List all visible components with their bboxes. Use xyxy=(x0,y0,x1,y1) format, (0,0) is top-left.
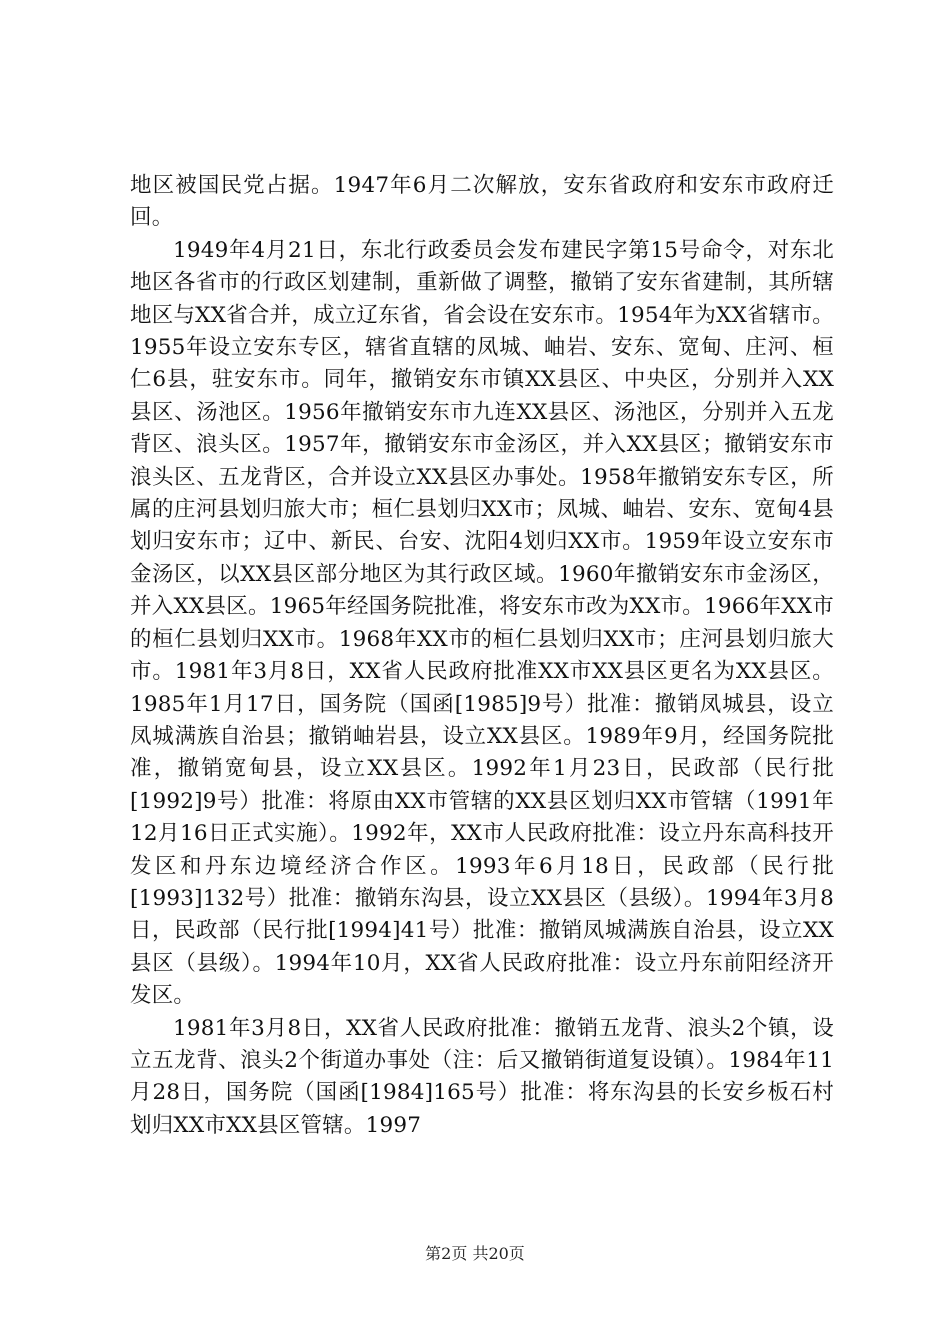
page-footer xyxy=(0,1244,950,1264)
paragraph-continuation: 地区被国民党占据。1947年6月二次解放，安东省政府和安东市政府迁回。 xyxy=(130,173,834,231)
page-number: 第2页 共20页 xyxy=(425,1244,525,1263)
paragraph-history-1949: 1949年4月21日，东北行政委员会发布建民字第15号命令，对东北地区各省市的行政区划建制，重新做了调整，撤销了安东省建制，其所辖地区与XX省合并，成立辽东省，省会设在安东市。1954年为XX省辖市。1955年设立安东专区，辖省直辖的凤城、岫岩、安东、宽甸、庄河、桓仁6县，驻安东市。同年，撤销安东市镇XX县区、中央区，分别并入XX县区、汤池区。1956年撤销安东市九连XX县区、汤池区，分别并入五龙背区、浪头区。1957年，撤销安东市金汤区，并入XX县区；撤销安东市浪头区、五龙背区，合并设立XX县区办事处。1958年撤销安东专区，所属的庄河县划归旅大市；桓仁县划归XX市；凤城、岫岩、安东、宽甸4县划归安东市；辽中、新民、台安、沈阳4划归XX市。1959年设立安东市金汤区，以XX县区部分地区为其行政区域。1960年撤销安东市金汤区，并入XX县区。1965年经国务院批准，将安东市改为XX市。1966年XX市的桓仁县划归XX市。1968年XX市的桓仁县划归XX市；庄河县划归旅大市。1981年3月8日，XX省人民政府批准XX市XX县区更名为XX县区。1985年1月17日，国务院（国函[1985]9号）批准：撤销凤城县，设立凤城满族自治县；撤销岫岩县，设立XX县区。1989年9月，经国务院批准，撤销宽甸县，设立XX县区。1992年1月23日，民政部（民行批[1992]9号）批准：将原由XX市管辖的XX县区划归XX市管辖（1991年12月16日正式实施）。1992年，XX市人民政府批准：设立丹东高科技开发区和丹东边境经济合作区。1993年6月18日，民政部（民行批[1993]132号）批准：撤销东沟县，设立XX县区（县级）。1994年3月8日，民政部（民行批[1994]41号）批准：撤销凤城满族自治县，设立XX县区（县级）。1994年10月，XX省人民政府批准：设立丹东前阳经济开发区。 xyxy=(130,237,834,1009)
paragraph-history-1981: 1981年3月8日，XX省人民政府批准：撤销五龙背、浪头2个镇，设立五龙背、浪头2个街道办事处（注：后又撤销街道复设镇）。1984年11月28日，国务院（国函[1984]165号）批准：将东沟县的长安乡板石村划归XX市XX县区管辖。1997 xyxy=(130,1015,834,1138)
document-body xyxy=(130,170,834,1142)
